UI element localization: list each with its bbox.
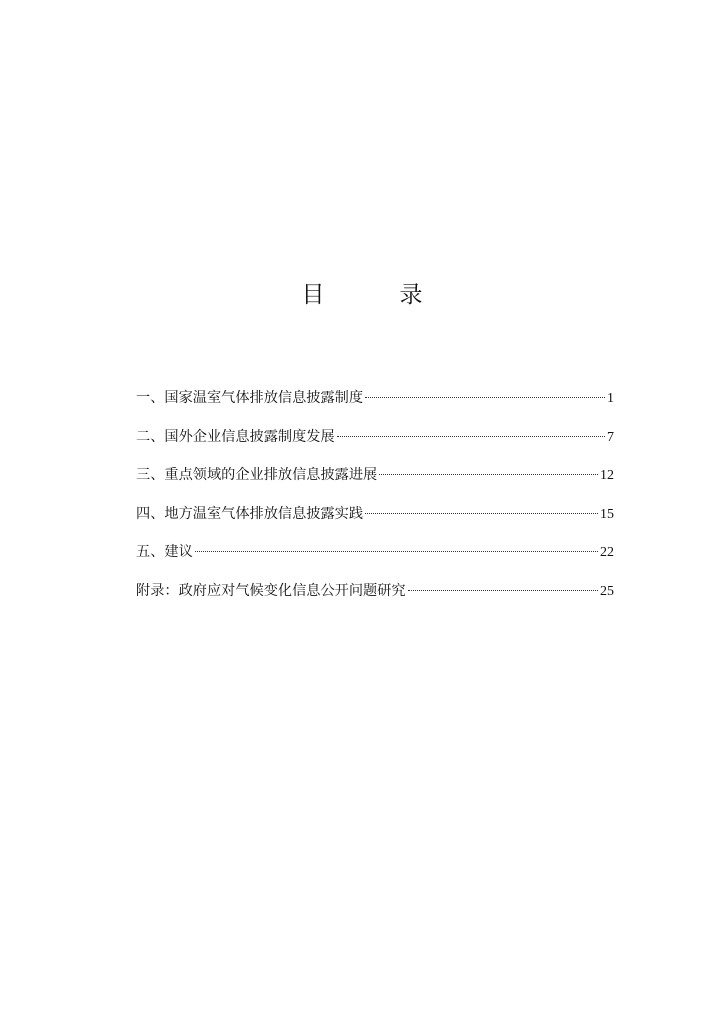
toc-entry-5[interactable] xyxy=(136,540,614,579)
toc-entry-2[interactable] xyxy=(136,425,614,464)
toc-dot-leader xyxy=(379,474,598,475)
toc-page-number: 25 xyxy=(600,583,614,599)
toc-entry-3[interactable] xyxy=(136,463,614,502)
toc-dot-leader xyxy=(365,397,605,398)
toc-page-number: 12 xyxy=(600,468,614,483)
toc-entry-4[interactable] xyxy=(136,502,614,541)
toc-dot-leader xyxy=(195,551,598,552)
toc-entry-label: 五、建议 xyxy=(136,544,193,560)
toc-entry-label: 三、重点领域的企业排放信息披露进展 xyxy=(136,467,378,483)
toc-page-number: 1 xyxy=(607,391,614,406)
toc-dot-leader xyxy=(408,590,598,591)
toc-page-number: 7 xyxy=(607,429,614,445)
toc-entry-label: 一、国家温室气体排放信息披露制度 xyxy=(136,390,364,406)
toc-page-number: 15 xyxy=(600,506,614,522)
toc-dot-leader xyxy=(365,513,598,514)
toc-entry-label: 附录：政府应对气候变化信息公开问题研究 xyxy=(136,582,406,599)
toc-entry-6[interactable] xyxy=(136,579,614,618)
toc-entry-1[interactable] xyxy=(136,386,614,425)
toc-entry-label: 二、国外企业信息披露制度发展 xyxy=(136,428,335,445)
toc-dot-leader xyxy=(337,436,605,437)
toc-page-number: 22 xyxy=(600,545,614,560)
toc-entry-label: 四、地方温室气体排放信息披露实践 xyxy=(136,505,364,522)
toc-title: 目 录 xyxy=(301,282,449,308)
table-of-contents xyxy=(136,386,614,617)
